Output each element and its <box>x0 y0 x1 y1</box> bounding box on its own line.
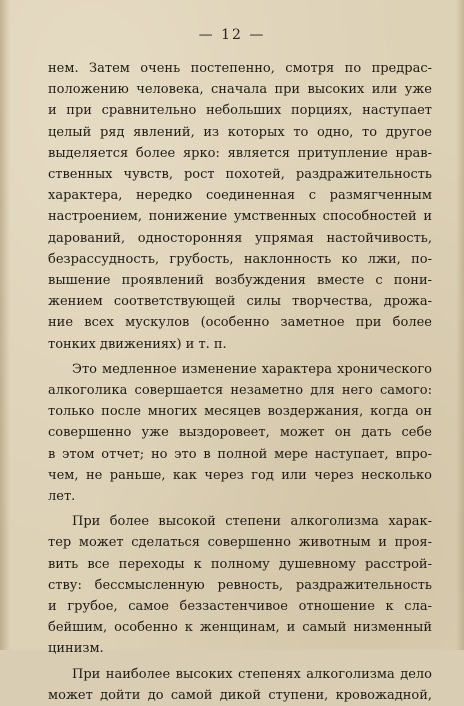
text-line: только после многих месяцев воздержания, когда он <box>48 404 432 420</box>
text-line: совершенно уже выздоровеет, может он дать себе <box>48 425 432 441</box>
text-line: безрассудность, грубость, наклонность ко лжи, по- <box>48 251 432 267</box>
text-line: настроением, понижение умственных способностей и <box>48 209 432 225</box>
text-line: целый ряд явлений, из которых то одно, то другое <box>48 124 432 140</box>
text-line: положению человека, сначала при высоких или уже <box>48 82 432 98</box>
paragraph-4 <box>48 664 432 706</box>
text-line: тер может сделаться совершенно животным и проя- <box>48 535 432 551</box>
text-line: ственных чувств, рост похотей, раздражительность <box>48 167 432 183</box>
page-edge-shadow-right <box>456 0 464 650</box>
text-line: тонких движениях) и т. п. <box>48 336 227 352</box>
paragraph-3 <box>48 511 432 659</box>
paragraph-1 <box>48 58 432 355</box>
text-line: Это медленное изменение характера хронического <box>72 361 432 377</box>
page-edge-shadow-left <box>0 0 10 650</box>
text-line: цинизм. <box>48 641 104 657</box>
text-line: и при сравнительно небольших порциях, наступает <box>48 103 432 119</box>
text-line: лет. <box>48 489 76 505</box>
text-line: жением соответствующей силы творчества, дрожа- <box>48 294 432 310</box>
page-number: — 12 — <box>198 27 266 43</box>
text-line: нем. Затем очень постепенно, смотря по предрас- <box>48 61 432 76</box>
text-line: чем, не раньше, как через год или через несколько <box>48 467 432 483</box>
text-line: дарований, односторонняя упрямая настойчивость, <box>48 230 432 246</box>
text-line: вышение проявлений возбуждения вместе с пони- <box>48 273 432 289</box>
text-line: в этом отчет; но это в полной мере наступает, впро- <box>48 446 432 462</box>
paragraph-2 <box>48 359 432 507</box>
body-text <box>48 58 432 706</box>
text-line: вить все переходы к полному душевному расстрой- <box>48 556 432 572</box>
text-line: может дойти до самой дикой ступени, кровожадной, <box>48 687 432 703</box>
text-line: При более высокой степени алкоголизма харак- <box>72 514 432 530</box>
text-line: ству: бессмысленную ревность, раздражительность <box>48 577 432 593</box>
text-line: и грубое, самое беззастенчивое отношение к сла- <box>48 599 432 615</box>
text-line: характера, нередко соединенная с размягченным <box>48 188 432 204</box>
text-line: алкоголика совершается незаметно для него самого: <box>48 383 432 399</box>
text-line: При наиболее высоких степенях алкоголизма дело <box>72 666 432 682</box>
text-line: бейшим, особенно к женщинам, и самый низменный <box>48 620 432 636</box>
text-line: выделяется более ярко: является притупление нрав- <box>48 145 432 161</box>
text-line: ние всех мускулов (особенно заметное при более <box>48 315 432 331</box>
